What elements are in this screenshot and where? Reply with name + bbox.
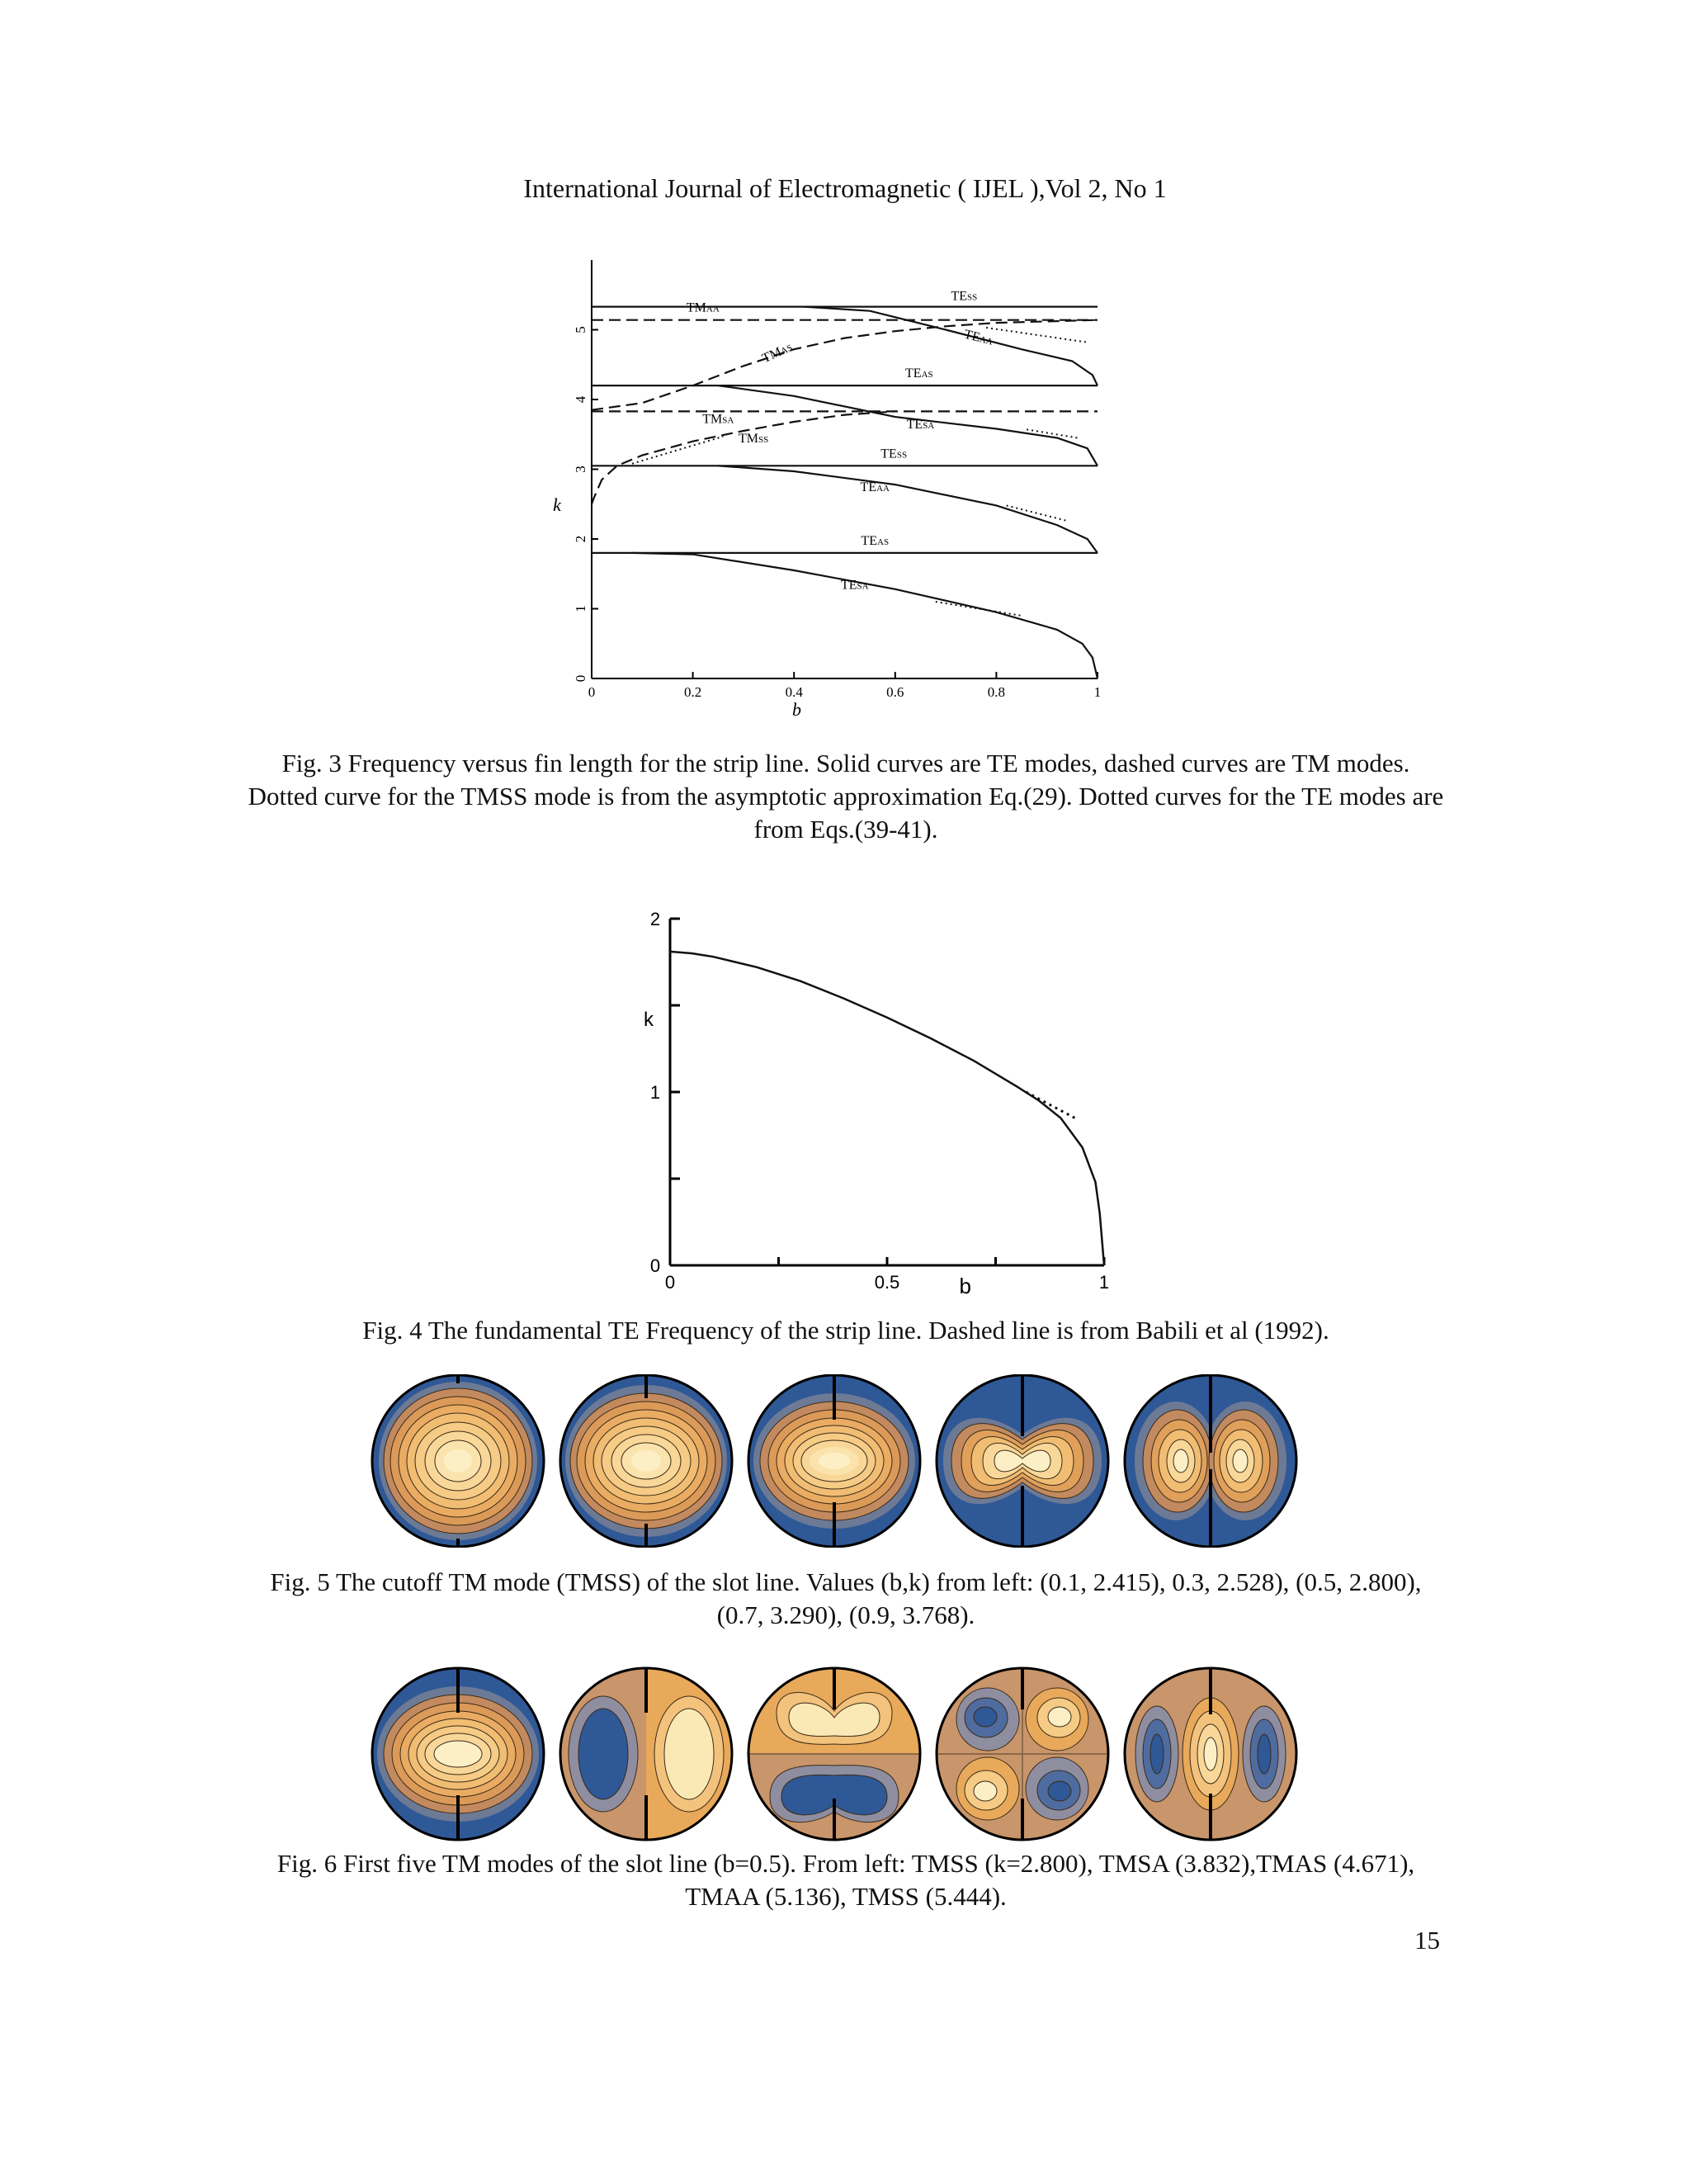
fig3-series-labels <box>687 290 994 593</box>
fig5-mode-4 <box>937 1375 1108 1547</box>
fig3-x-tick-label: 0 <box>588 684 596 700</box>
fig6-mode-4 <box>937 1668 1108 1840</box>
fig3-y-tick-label: 3 <box>573 466 588 473</box>
fig4-y-tick-label: 0 <box>649 1255 661 1276</box>
fig5-mode-2 <box>560 1375 732 1547</box>
fig3-x-tick-label: 0.8 <box>987 684 1006 700</box>
fig3-series-label: TESS <box>880 447 908 461</box>
fig4-series <box>670 952 1104 1265</box>
fig4-series-line <box>670 952 1104 1265</box>
fig3-caption: Fig. 3 Frequency versus fin length for the strip line. Solid curves are TE modes, dashed curves are TM modes. Dotted curve for the TMSS mode is from the asymptotic approximation Eq.(29). Dotted curves for the TE modes are from Eqs.(39-41). <box>248 749 1444 844</box>
fig4-y-tick-label: 2 <box>649 909 661 929</box>
fig3-series-label: TMSA <box>702 412 734 427</box>
fig6-mode-2 <box>560 1668 732 1840</box>
fig3-y-tick-label: 2 <box>573 535 588 543</box>
fig4-x-label: b <box>959 1274 971 1298</box>
fig3-series-label: TEAS <box>861 533 890 548</box>
fig3-x-label: b <box>792 699 801 718</box>
fig3-series-label: TEAA <box>962 327 994 347</box>
fig3-x-tick-label: 0.2 <box>683 684 702 700</box>
fig4-x-tick-label: 0 <box>664 1272 676 1293</box>
fig5-mode-plots <box>363 1374 1329 1548</box>
fig6-mode-1 <box>372 1668 544 1840</box>
fig3-series-label: TMAA <box>686 300 720 315</box>
fig4-y-tick-label: 1 <box>649 1082 661 1103</box>
fig4-axes <box>644 909 1109 1298</box>
fig3-series-line <box>805 307 1098 386</box>
fig5-mode-1 <box>372 1375 544 1547</box>
fig3-chart <box>528 248 1122 718</box>
fig3-series-label: TESA <box>906 418 935 433</box>
fig3-asymptotic-dotted <box>986 328 1088 343</box>
fig4-chart <box>611 904 1139 1300</box>
fig3-series-label: TMAS <box>760 343 795 366</box>
fig4-caption: Fig. 4 The fundamental TE Frequency of the strip line. Dashed line is from Babili et al (1992). <box>362 1316 1329 1345</box>
fig3-series-label: TESA <box>840 578 869 593</box>
fig3-series-label: TEAS <box>905 366 933 381</box>
fig3-x-tick-label: 1 <box>1093 684 1102 700</box>
fig6-mode-3 <box>748 1668 920 1840</box>
fig3-y-tick-label: 0 <box>573 674 588 683</box>
fig3-series <box>592 307 1098 678</box>
fig3-series-line <box>718 466 1098 553</box>
fig3-y-tick-label: 4 <box>573 395 588 404</box>
fig4-x-tick-label: 1 <box>1098 1272 1110 1293</box>
fig5-mode-5 <box>1125 1375 1296 1547</box>
fig3-series-label: TESS <box>951 289 978 304</box>
fig4-y-label: k <box>644 1009 654 1032</box>
fig3-series-line <box>632 553 1098 678</box>
fig3-series-label: TEAA <box>860 480 890 495</box>
fig3-x-tick-label: 0.6 <box>886 684 904 700</box>
journal-header: International Journal of Electromagnetic ( IJEL ),Vol 2, No 1 <box>523 173 1167 203</box>
fig3-y-tick-label: 1 <box>573 605 588 612</box>
fig3-series-line <box>592 411 895 503</box>
fig3-axes <box>553 260 1101 718</box>
fig4-series-line <box>1026 1092 1078 1120</box>
fig3-series-label: TMSS <box>739 432 769 447</box>
fig6-mode-plots <box>363 1666 1329 1843</box>
fig6-caption: Fig. 6 First five TM modes of the slot line (b=0.5). From left: TMSS (k=2.800), TMSA (3.832),TMAS (4.671), TMAA (5.136), TMSS (5.444). <box>276 1849 1415 1911</box>
fig3-y-tick-label: 5 <box>573 326 588 333</box>
fig3-y-label: k <box>553 494 561 515</box>
fig6-mode-5 <box>1125 1668 1296 1840</box>
fig3-x-tick-label: 0.4 <box>785 684 803 700</box>
fig5-mode-3 <box>748 1375 920 1547</box>
page-number: 15 <box>1414 1926 1440 1955</box>
fig3-asymptotic-dotted <box>632 437 723 464</box>
fig4-x-tick-label: 0.5 <box>874 1272 900 1293</box>
fig5-caption: Fig. 5 The cutoff TM mode (TMSS) of the slot line. Values (b,k) from left: (0.1, 2.415), 0.3, 2.528), (0.5, 2.800), (0.7, 3.290), (0.9, 3.768). <box>270 1567 1422 1629</box>
